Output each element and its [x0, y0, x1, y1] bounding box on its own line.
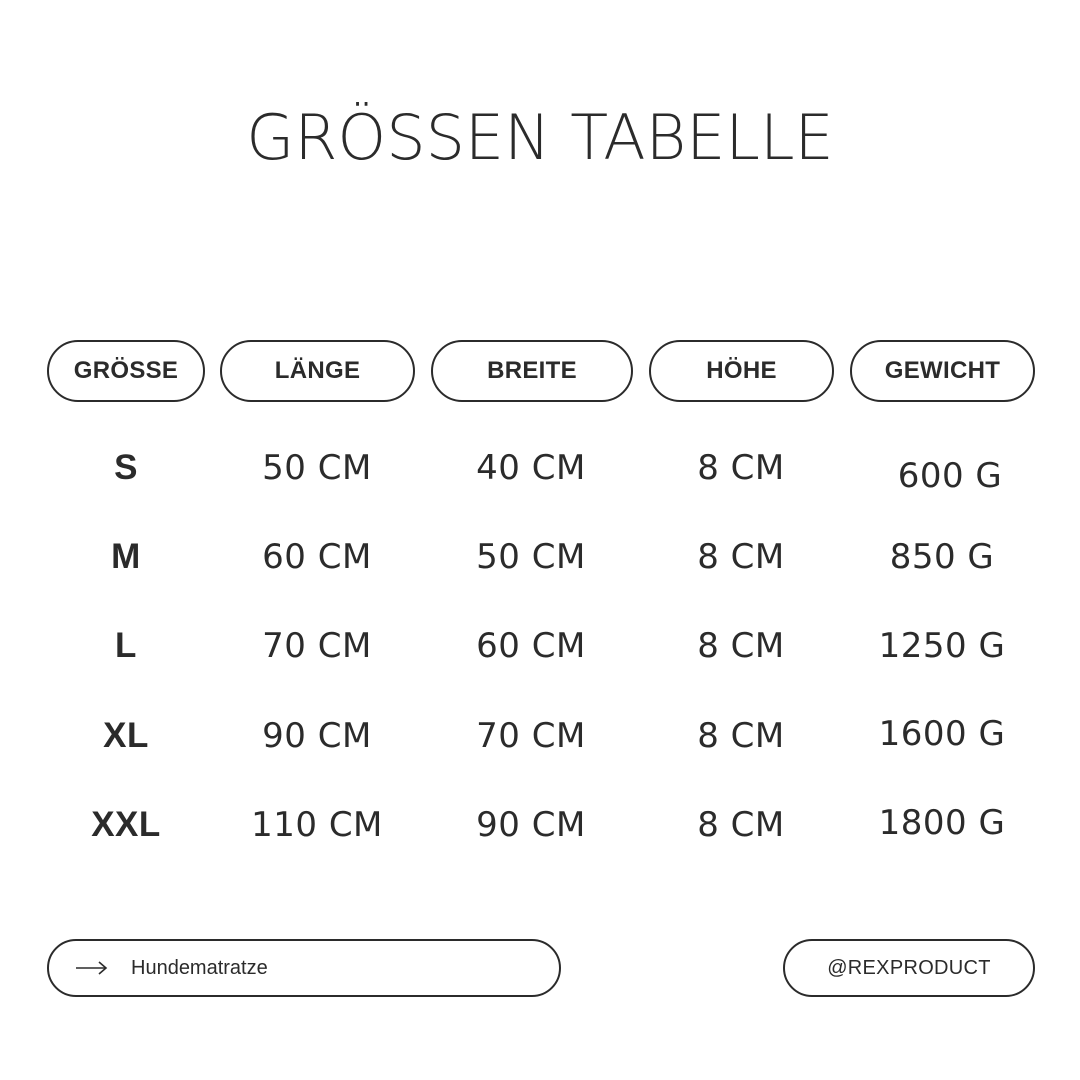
arrow-right-icon: [75, 955, 109, 981]
size-cell: XXL: [91, 805, 161, 844]
product-pill: [47, 939, 561, 997]
width-cell: 40 CM: [476, 448, 586, 488]
size-cell: XL: [103, 716, 149, 755]
length-cell: 60 CM: [262, 537, 372, 577]
height-cell: 8 CM: [697, 805, 785, 845]
size-cell: L: [115, 626, 137, 665]
weight-cell: 850 G: [889, 537, 995, 577]
weight-cell: 600 G: [897, 456, 1003, 496]
height-cell: 8 CM: [697, 537, 785, 577]
handle-pill: @REXPRODUCT: [783, 939, 1035, 997]
header-width: BREITE: [431, 340, 633, 402]
weight-cell: 1250 G: [878, 626, 1006, 666]
width-cell: 50 CM: [476, 537, 586, 577]
header-size: GRÖSSE: [47, 340, 205, 402]
size-cell: S: [114, 448, 138, 487]
length-cell: 50 CM: [262, 448, 372, 488]
header-length: LÄNGE: [220, 340, 415, 402]
weight-cell: 1800 G: [878, 803, 1006, 843]
length-cell: 70 CM: [262, 626, 372, 666]
width-cell: 90 CM: [476, 805, 586, 845]
page-title: GRÖSSEN TABELLE: [246, 101, 834, 174]
weight-cell: 1600 G: [878, 714, 1006, 754]
height-cell: 8 CM: [697, 448, 785, 488]
width-cell: 60 CM: [476, 626, 586, 666]
height-cell: 8 CM: [697, 716, 785, 756]
length-cell: 110 CM: [251, 805, 383, 845]
size-cell: M: [111, 537, 141, 576]
length-cell: 90 CM: [262, 716, 372, 756]
width-cell: 70 CM: [476, 716, 586, 756]
height-cell: 8 CM: [697, 626, 785, 666]
header-weight: GEWICHT: [850, 340, 1035, 402]
header-height: HÖHE: [649, 340, 834, 402]
product-label: Hundematratze: [131, 957, 268, 979]
